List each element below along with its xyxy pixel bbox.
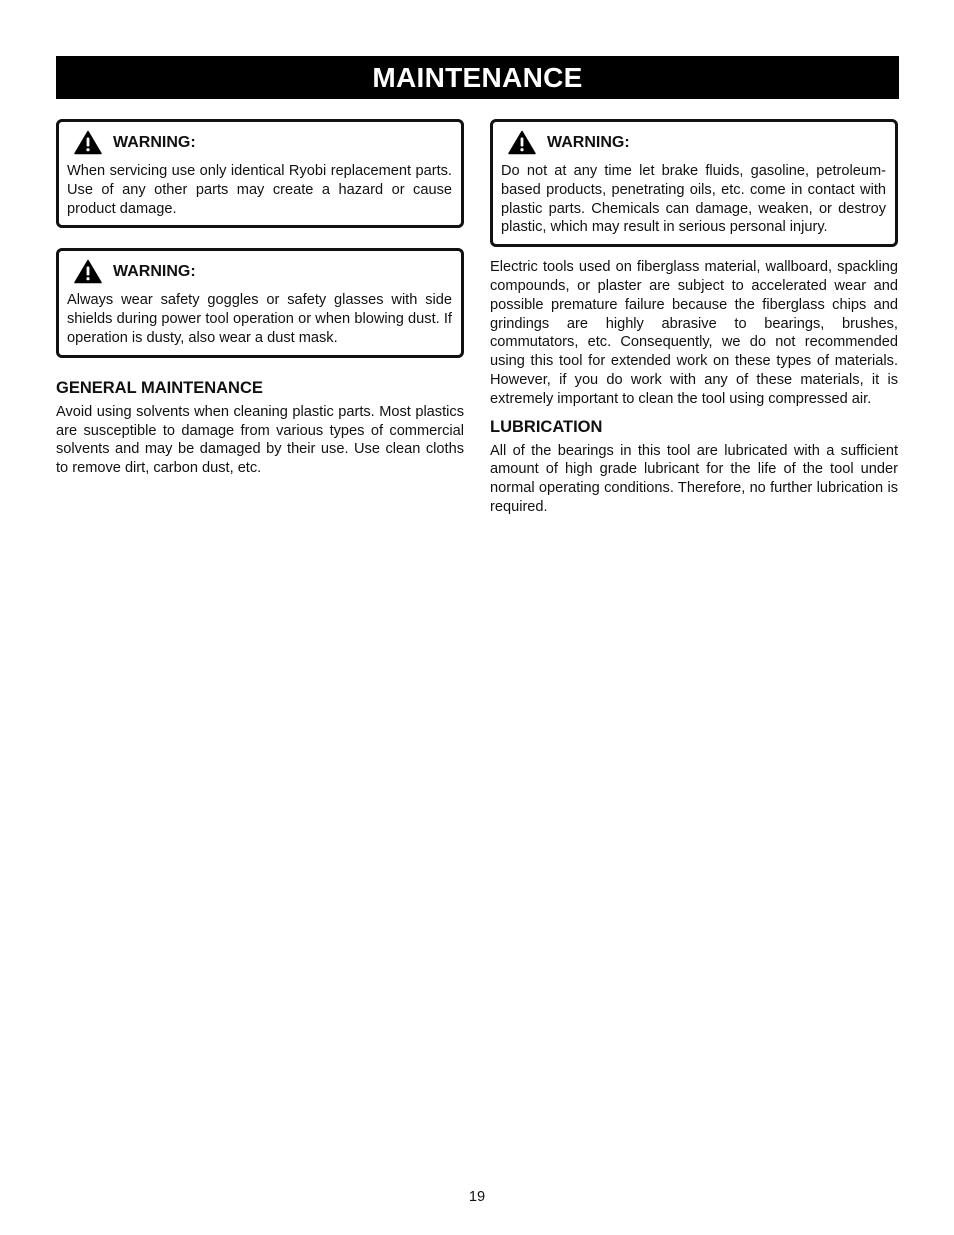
warning-text: Always wear safety goggles or safety glasses with side shields during power tool operation or when blowing dust. If operation is dusty, also wear a dust mask. bbox=[67, 292, 452, 346]
general-maintenance-section bbox=[56, 378, 464, 478]
lubrication-text: All of the bearings in this tool are lubricated with a sufficient amount of high grade lubricant for the life of the tool under normal operating conditions. Therefore, no further lubrication is required. bbox=[490, 442, 898, 515]
warning-header bbox=[74, 130, 452, 155]
warning-triangle-icon bbox=[74, 130, 102, 155]
warning-triangle-icon bbox=[74, 259, 102, 284]
general-maintenance-text: Avoid using solvents when cleaning plastic parts. Most plastics are susceptible to damage from various types of commercial solvents and may be damaged by their use. Use clean cloths to remove dirt, carbon dust, etc. bbox=[56, 403, 464, 477]
section-heading-lubrication: LUBRICATION bbox=[490, 417, 603, 436]
left-column bbox=[56, 119, 464, 478]
warning-text: When servicing use only identical Ryobi replacement parts. Use of any other parts may create a hazard or cause product damage. bbox=[67, 163, 452, 217]
warning-header bbox=[74, 259, 452, 284]
warning-text: Do not at any time let brake fluids, gasoline, petroleum-based products, penetrating oils, etc. come in contact with plastic parts. Chemicals can damage, weaken, or destroy plastic, which may result in serious personal injury. bbox=[501, 163, 886, 236]
warning-box-chemicals bbox=[490, 119, 898, 247]
page-title: MAINTENANCE bbox=[56, 56, 899, 99]
warning-title: WARNING: bbox=[547, 133, 630, 151]
section-heading-general-maintenance: GENERAL MAINTENANCE bbox=[56, 378, 263, 397]
warning-triangle-icon bbox=[508, 130, 536, 155]
warning-header bbox=[508, 130, 886, 155]
lubrication-section bbox=[490, 417, 898, 517]
warning-box-replacement-parts bbox=[56, 119, 464, 228]
warning-title: WARNING: bbox=[113, 262, 196, 280]
page-number: 19 bbox=[468, 1189, 486, 1205]
warning-box-safety-goggles bbox=[56, 248, 464, 357]
right-column bbox=[490, 119, 898, 517]
warning-title: WARNING: bbox=[113, 133, 196, 151]
fiberglass-paragraph: Electric tools used on fiberglass material, wallboard, spackling compounds, or plaster are subject to accelerated wear and possible premature failure because the fiberglass chips and grindings are highly abrasive to bearings, brushes, commutators, etc. Consequently, we do not recommended using this tool for extended work on these types of materials. However, if you do work with any of these materials, it is extremely important to clean the tool using compressed air. bbox=[490, 259, 898, 407]
